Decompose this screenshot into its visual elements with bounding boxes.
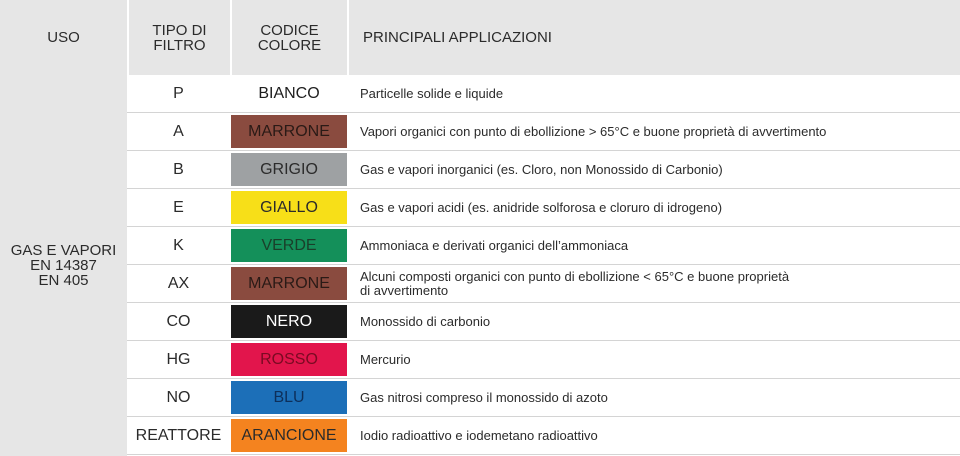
table-row bbox=[127, 151, 960, 189]
header-divider bbox=[347, 0, 349, 75]
table-row bbox=[127, 379, 960, 417]
application-description bbox=[360, 113, 960, 150]
filter-type: P bbox=[173, 84, 184, 102]
table-row bbox=[127, 75, 960, 113]
application-description bbox=[360, 341, 960, 378]
header-codice-colore bbox=[232, 0, 347, 75]
application-line: di avvertimento bbox=[360, 282, 449, 298]
color-code-swatch: MARRONE bbox=[231, 115, 347, 148]
table-header bbox=[0, 0, 960, 75]
filter-type: CO bbox=[166, 312, 191, 330]
header-uso: USO bbox=[47, 29, 80, 46]
color-code-swatch: ROSSO bbox=[231, 343, 347, 376]
header-tipo-line1: TIPO DI bbox=[152, 21, 207, 39]
application-line: Mercurio bbox=[360, 351, 411, 367]
application-line: Gas e vapori acidi (es. anidride solforosa e cloruro di idrogeno) bbox=[360, 199, 723, 215]
application-line: Monossido di carbonio bbox=[360, 313, 491, 329]
table-row bbox=[127, 417, 960, 455]
color-code-swatch: MARRONE bbox=[231, 267, 347, 300]
application-description bbox=[360, 379, 960, 416]
color-code-swatch: VERDE bbox=[231, 229, 347, 262]
application-description bbox=[360, 227, 960, 264]
color-code-swatch: BIANCO bbox=[231, 77, 347, 110]
filter-type: REATTORE bbox=[135, 426, 222, 444]
application-description bbox=[360, 303, 960, 340]
color-code-swatch: GIALLO bbox=[231, 191, 347, 224]
application-line: Iodio radioattivo e iodemetano radioattivo bbox=[360, 427, 598, 443]
color-code-swatch: BLU bbox=[231, 381, 347, 414]
header-tipo-line2: FILTRO bbox=[153, 36, 206, 54]
table-row bbox=[127, 265, 960, 303]
table-row bbox=[127, 341, 960, 379]
uso-line1: GAS E VAPORI bbox=[10, 242, 117, 259]
table-row bbox=[127, 303, 960, 341]
uso-line2: EN 14387 bbox=[30, 257, 97, 274]
filter-type: NO bbox=[166, 388, 191, 406]
uso-line3: EN 405 bbox=[38, 272, 89, 289]
table-row bbox=[127, 189, 960, 227]
header-tipo-filtro bbox=[129, 0, 230, 75]
filter-type: K bbox=[173, 236, 184, 254]
uso-cell bbox=[0, 75, 127, 456]
filter-type: A bbox=[173, 122, 184, 140]
application-line: Gas e vapori inorganici (es. Cloro, non Monossido di Carbonio) bbox=[360, 161, 723, 177]
table-row bbox=[127, 227, 960, 265]
filter-type: HG bbox=[166, 350, 191, 368]
color-code-swatch: NERO bbox=[231, 305, 347, 338]
header-codice-line1: CODICE bbox=[260, 21, 319, 39]
filter-type: B bbox=[173, 160, 184, 178]
header-applicazioni: PRINCIPALI APPLICAZIONI bbox=[363, 29, 552, 46]
application-description bbox=[360, 265, 960, 302]
application-description bbox=[360, 151, 960, 188]
application-line: Gas nitrosi compreso il monossido di azoto bbox=[360, 389, 608, 405]
color-code-swatch: GRIGIO bbox=[231, 153, 347, 186]
color-code-swatch: ARANCIONE bbox=[231, 419, 347, 452]
filter-type: E bbox=[173, 198, 184, 216]
table-row bbox=[127, 113, 960, 151]
application-description bbox=[360, 75, 960, 112]
filter-type: AX bbox=[167, 274, 190, 292]
application-description bbox=[360, 417, 960, 454]
application-description bbox=[360, 189, 960, 226]
header-codice-line2: COLORE bbox=[257, 36, 322, 54]
application-line: Ammoniaca e derivati organici dell’ammoniaca bbox=[360, 237, 629, 253]
application-line: Alcuni composti organici con punto di ebollizione < 65°C e buone proprietà bbox=[360, 268, 790, 284]
application-line: Particelle solide e liquide bbox=[360, 85, 504, 101]
application-line: Vapori organici con punto di ebollizione > 65°C e buone proprietà di avvertimento bbox=[360, 123, 827, 139]
